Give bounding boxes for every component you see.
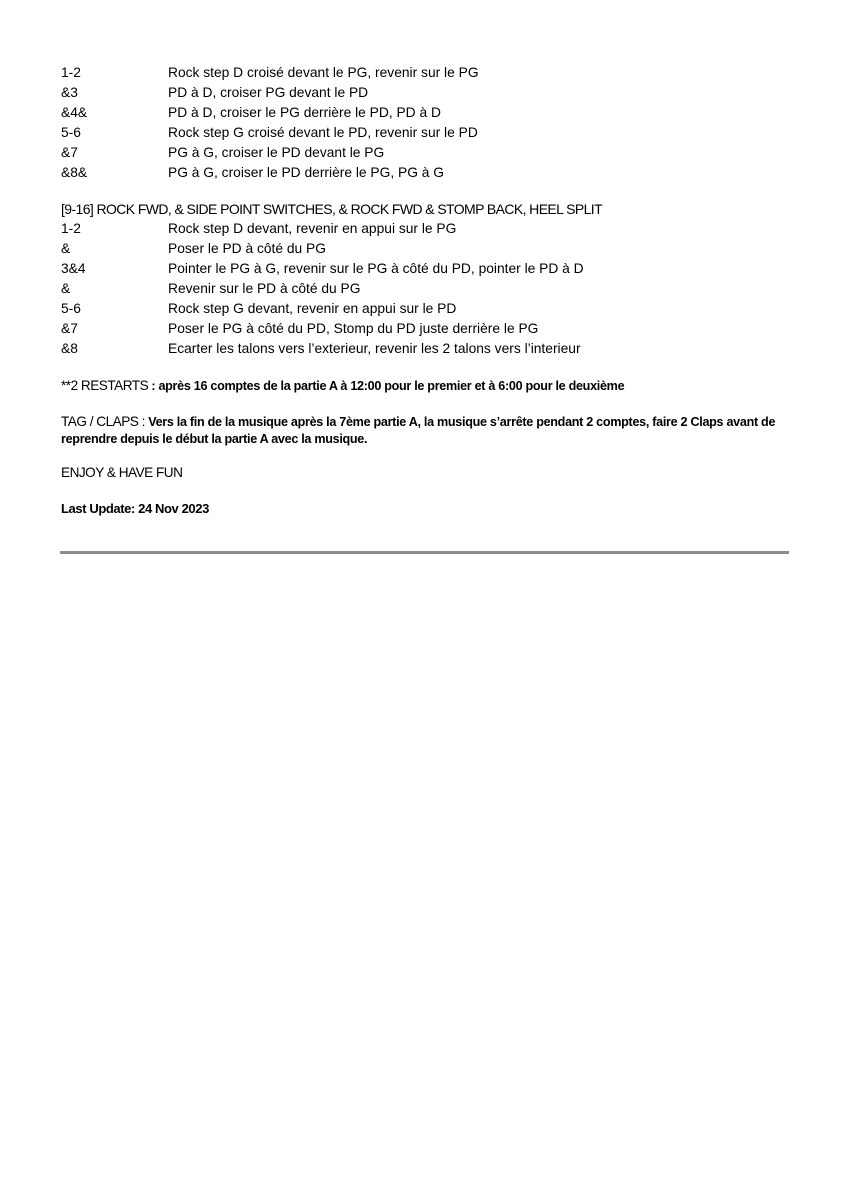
step-count: &3	[61, 85, 78, 100]
step-row	[61, 103, 801, 123]
step-description: Rock step G croisé devant le PD, revenir sur le PD	[168, 125, 478, 140]
tag-claps-text: Vers la fin de la musique après la 7ème partie A, la musique s’arrête pendant 2 comptes, faire 2 Claps avant de reprendre depuis le début la partie A avec la musique.	[61, 415, 776, 446]
restarts-text: : après 16 comptes de la partie A à 12:00 pour le premier et à 6:00 pour le deuxième	[148, 379, 625, 393]
step-row	[61, 219, 801, 239]
step-row	[61, 123, 801, 143]
step-count: &8	[61, 341, 78, 356]
step-description: Rock step D devant, revenir en appui sur le PG	[168, 221, 457, 236]
step-row	[61, 259, 801, 279]
step-count: 5-6	[61, 125, 81, 140]
step-count: &	[61, 241, 71, 256]
step-description: Rock step D croisé devant le PG, revenir sur le PG	[168, 65, 479, 80]
step-description: Pointer le PG à G, revenir sur le PG à côté du PD, pointer le PD à D	[168, 261, 584, 276]
tag-claps-lead: TAG / CLAPS :	[61, 414, 149, 429]
section-heading: [9-16] ROCK FWD, & SIDE POINT SWITCHES, & ROCK FWD & STOMP BACK, HEEL SPLIT	[61, 201, 603, 217]
step-description: PD à D, croiser PG devant le PD	[168, 85, 369, 100]
restarts-lead: **2 RESTARTS	[61, 378, 149, 393]
step-count: 1-2	[61, 65, 81, 80]
step-count: 3&4	[61, 261, 86, 276]
enjoy-line: ENJOY & HAVE FUN	[61, 465, 183, 480]
step-row	[61, 299, 801, 319]
step-description: Ecarter les talons vers l’exterieur, revenir les 2 talons vers l’interieur	[168, 341, 581, 356]
last-update: Last Update: 24 Nov 2023	[61, 501, 209, 516]
step-count: 5-6	[61, 301, 81, 316]
step-row	[61, 239, 801, 259]
step-row	[61, 63, 801, 83]
divider-line	[60, 551, 789, 554]
step-count: &7	[61, 321, 78, 336]
step-row	[61, 163, 801, 183]
step-description: PG à G, croiser le PD derrière le PG, PG à G	[168, 165, 445, 180]
tag-claps-note	[61, 413, 781, 448]
step-description: Revenir sur le PD à côté du PG	[168, 281, 361, 296]
step-row	[61, 319, 801, 339]
step-count: &4&	[61, 105, 88, 120]
restarts-note	[61, 377, 781, 395]
step-row	[61, 143, 801, 163]
step-count: 1-2	[61, 221, 81, 236]
step-description: Poser le PG à côté du PD, Stomp du PD juste derrière le PG	[168, 321, 539, 336]
step-count: &7	[61, 145, 78, 160]
steps-part1	[61, 63, 801, 183]
step-description: Rock step G devant, revenir en appui sur le PD	[168, 301, 457, 316]
step-row	[61, 279, 801, 299]
step-description: PD à D, croiser le PG derrière le PD, PD à D	[168, 105, 441, 120]
step-row	[61, 339, 801, 359]
step-description: PG à G, croiser le PD devant le PG	[168, 145, 385, 160]
step-row	[61, 83, 801, 103]
step-count: &8&	[61, 165, 88, 180]
steps-part2	[61, 219, 801, 359]
step-description: Poser le PD à côté du PG	[168, 241, 326, 256]
step-count: &	[61, 281, 71, 296]
